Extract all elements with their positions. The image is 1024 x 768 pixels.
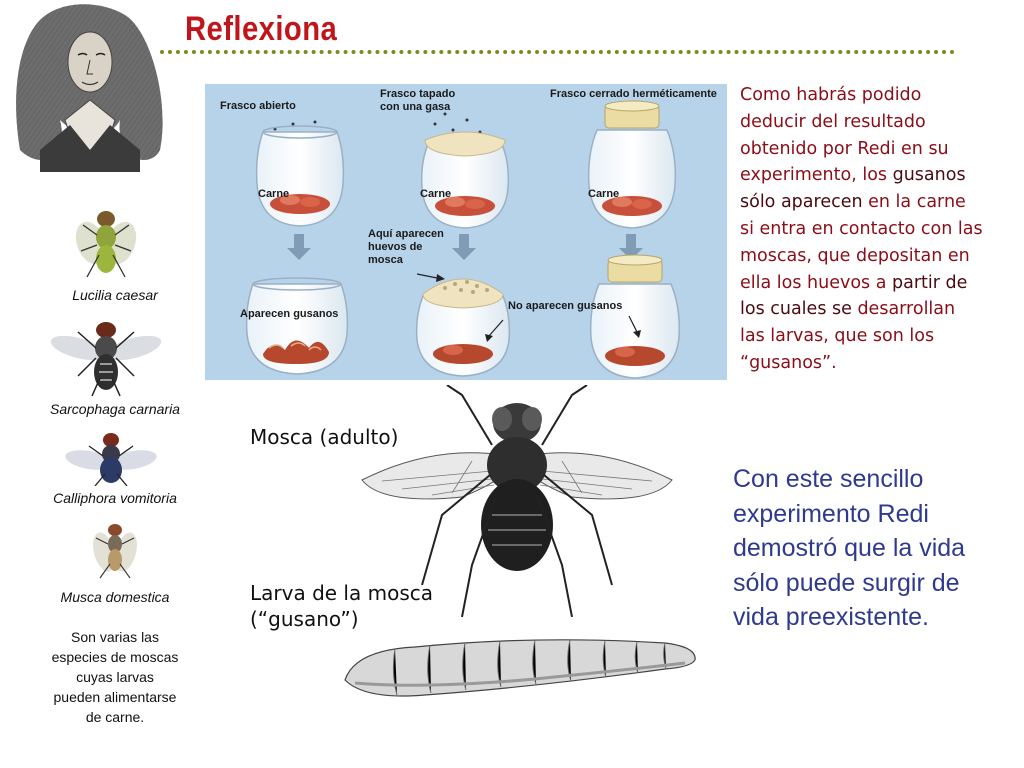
note-line: de carne. bbox=[85, 709, 145, 725]
note-line: cuyas larvas bbox=[76, 669, 154, 685]
explanation-part: en la carne si entra en contacto con las moscas, que depositan en ella los huevos a bbox=[740, 192, 983, 293]
larva-caption bbox=[250, 580, 433, 632]
redi-portrait bbox=[0, 0, 172, 172]
jar-gauze-bottom bbox=[417, 279, 510, 376]
flesh-fly-icon bbox=[50, 318, 162, 398]
eggs-label-line: Aquí aparecen bbox=[368, 228, 444, 240]
jar-open-bottom bbox=[247, 278, 348, 374]
worms-yes-label: Aparecen gusanos bbox=[240, 308, 339, 320]
conclusion-text: Con este sencillo experimento Redi demostró que la vida sólo puede surgir de vida preexistente. bbox=[733, 465, 966, 631]
jar-gauze-label-line: Frasco tapado bbox=[380, 88, 456, 100]
jar-gauze-label-line: con una gasa bbox=[380, 101, 451, 113]
worms-no-label: No aparecen gusanos bbox=[508, 300, 623, 312]
jar-sealed-label: Frasco cerrado herméticamente bbox=[550, 88, 717, 100]
larva-illustration bbox=[335, 625, 705, 710]
note-line: especies de moscas bbox=[51, 649, 179, 665]
explanation-part: desarrollan las larvas, que son los “gusanos”. bbox=[740, 299, 956, 373]
eggs-label-line: huevos de bbox=[368, 241, 423, 253]
jar-sealed-top bbox=[589, 101, 676, 228]
explanation-part: Como habrás podido deducir del resultado obtenido por Redi en su experimento, los bbox=[740, 85, 949, 186]
species-label: Sarcophaga carnaria bbox=[50, 401, 180, 417]
meat-label: Carne bbox=[420, 188, 452, 200]
explanation-text bbox=[740, 82, 985, 377]
eggs-label bbox=[368, 228, 444, 267]
species-label: Lucilia caesar bbox=[72, 287, 158, 303]
eggs-label-line: mosca bbox=[368, 254, 403, 266]
larva-caption-line: (“gusano”) bbox=[250, 607, 359, 631]
green-fly-icon bbox=[75, 205, 137, 287]
jar-sealed-bottom bbox=[591, 255, 680, 378]
explanation-emphasis: partir de los cuales se bbox=[740, 272, 968, 320]
explanation-emphasis: gusanos sólo aparecen bbox=[740, 165, 966, 213]
species-label: Musca domestica bbox=[60, 589, 170, 605]
meat-label: Carne bbox=[258, 188, 290, 200]
title-divider bbox=[160, 50, 955, 54]
meat-label: Carne bbox=[588, 188, 620, 200]
species-label: Calliphora vomitoria bbox=[53, 490, 177, 506]
blowfly-icon bbox=[65, 430, 157, 486]
jar-open-label: Frasco abierto bbox=[220, 100, 296, 112]
adult-caption: Mosca (adulto) bbox=[250, 425, 399, 449]
species-note bbox=[30, 627, 200, 727]
jar-gauze-top bbox=[422, 132, 509, 228]
note-line: pueden alimentarse bbox=[53, 689, 177, 705]
experiment-illustration bbox=[205, 84, 727, 380]
larva-caption-line: Larva de la mosca bbox=[250, 581, 433, 605]
jar-open-top bbox=[257, 126, 344, 226]
note-line: Son varias las bbox=[71, 629, 159, 645]
housefly-icon bbox=[90, 520, 140, 582]
jar-gauze-label bbox=[380, 88, 455, 114]
slide-title: Reflexiona bbox=[185, 10, 338, 48]
